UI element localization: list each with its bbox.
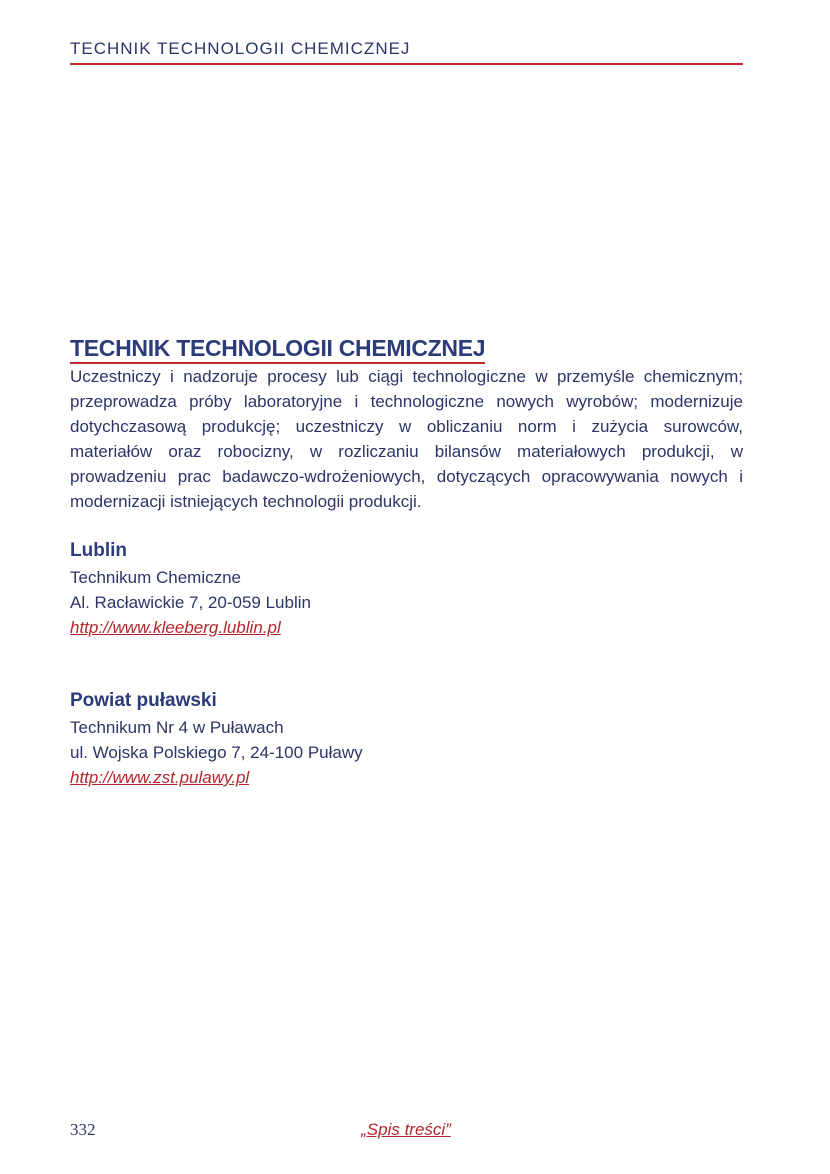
entry-location: Lublin	[70, 540, 127, 561]
entry-school-name: Technikum Chemiczne	[70, 568, 242, 587]
entry-school-name: Technikum Nr 4 w Puławach	[70, 718, 284, 737]
entry-address: Al. Racławickie 7, 20-059 Lublin	[70, 593, 311, 612]
entry-address: ul. Wojska Polskiego 7, 24-100 Puławy	[70, 743, 363, 762]
entry-location: Powiat puławski	[70, 690, 217, 711]
entry-website-link[interactable]: http://www.zst.pulawy.pl	[70, 768, 250, 787]
section-description: Uczestniczy i nadzoruje procesy lub ciągi technologiczne w przemyśle chemicznym; przeprowadza próby laboratoryjne i technologiczne nowych wyrobów; modernizuje dotychczasową produkcję; uczestniczy w obliczaniu norm i zużycia surowców, materiałów oraz robocizny, w rozliczaniu bilansów materiałowych produkcji, w prowadzeniu prac badawczo-wdrożeniowych, dotyczących opracowywania nowych i modernizacji istniejących technologii produkcji.	[70, 367, 743, 511]
school-entry-lublin	[70, 539, 743, 640]
running-header: TECHNIK TECHNOLOGII CHEMICZNEJ	[70, 39, 411, 58]
table-of-contents-link[interactable]: „Spis treści”	[361, 1120, 451, 1139]
page-number: 332	[70, 1120, 96, 1139]
entry-website-link[interactable]: http://www.kleeberg.lublin.pl	[70, 618, 281, 637]
school-entry-pulawy	[70, 689, 743, 790]
section-title: TECHNIK TECHNOLOGII CHEMICZNEJ	[70, 334, 485, 364]
header-divider	[70, 63, 743, 65]
